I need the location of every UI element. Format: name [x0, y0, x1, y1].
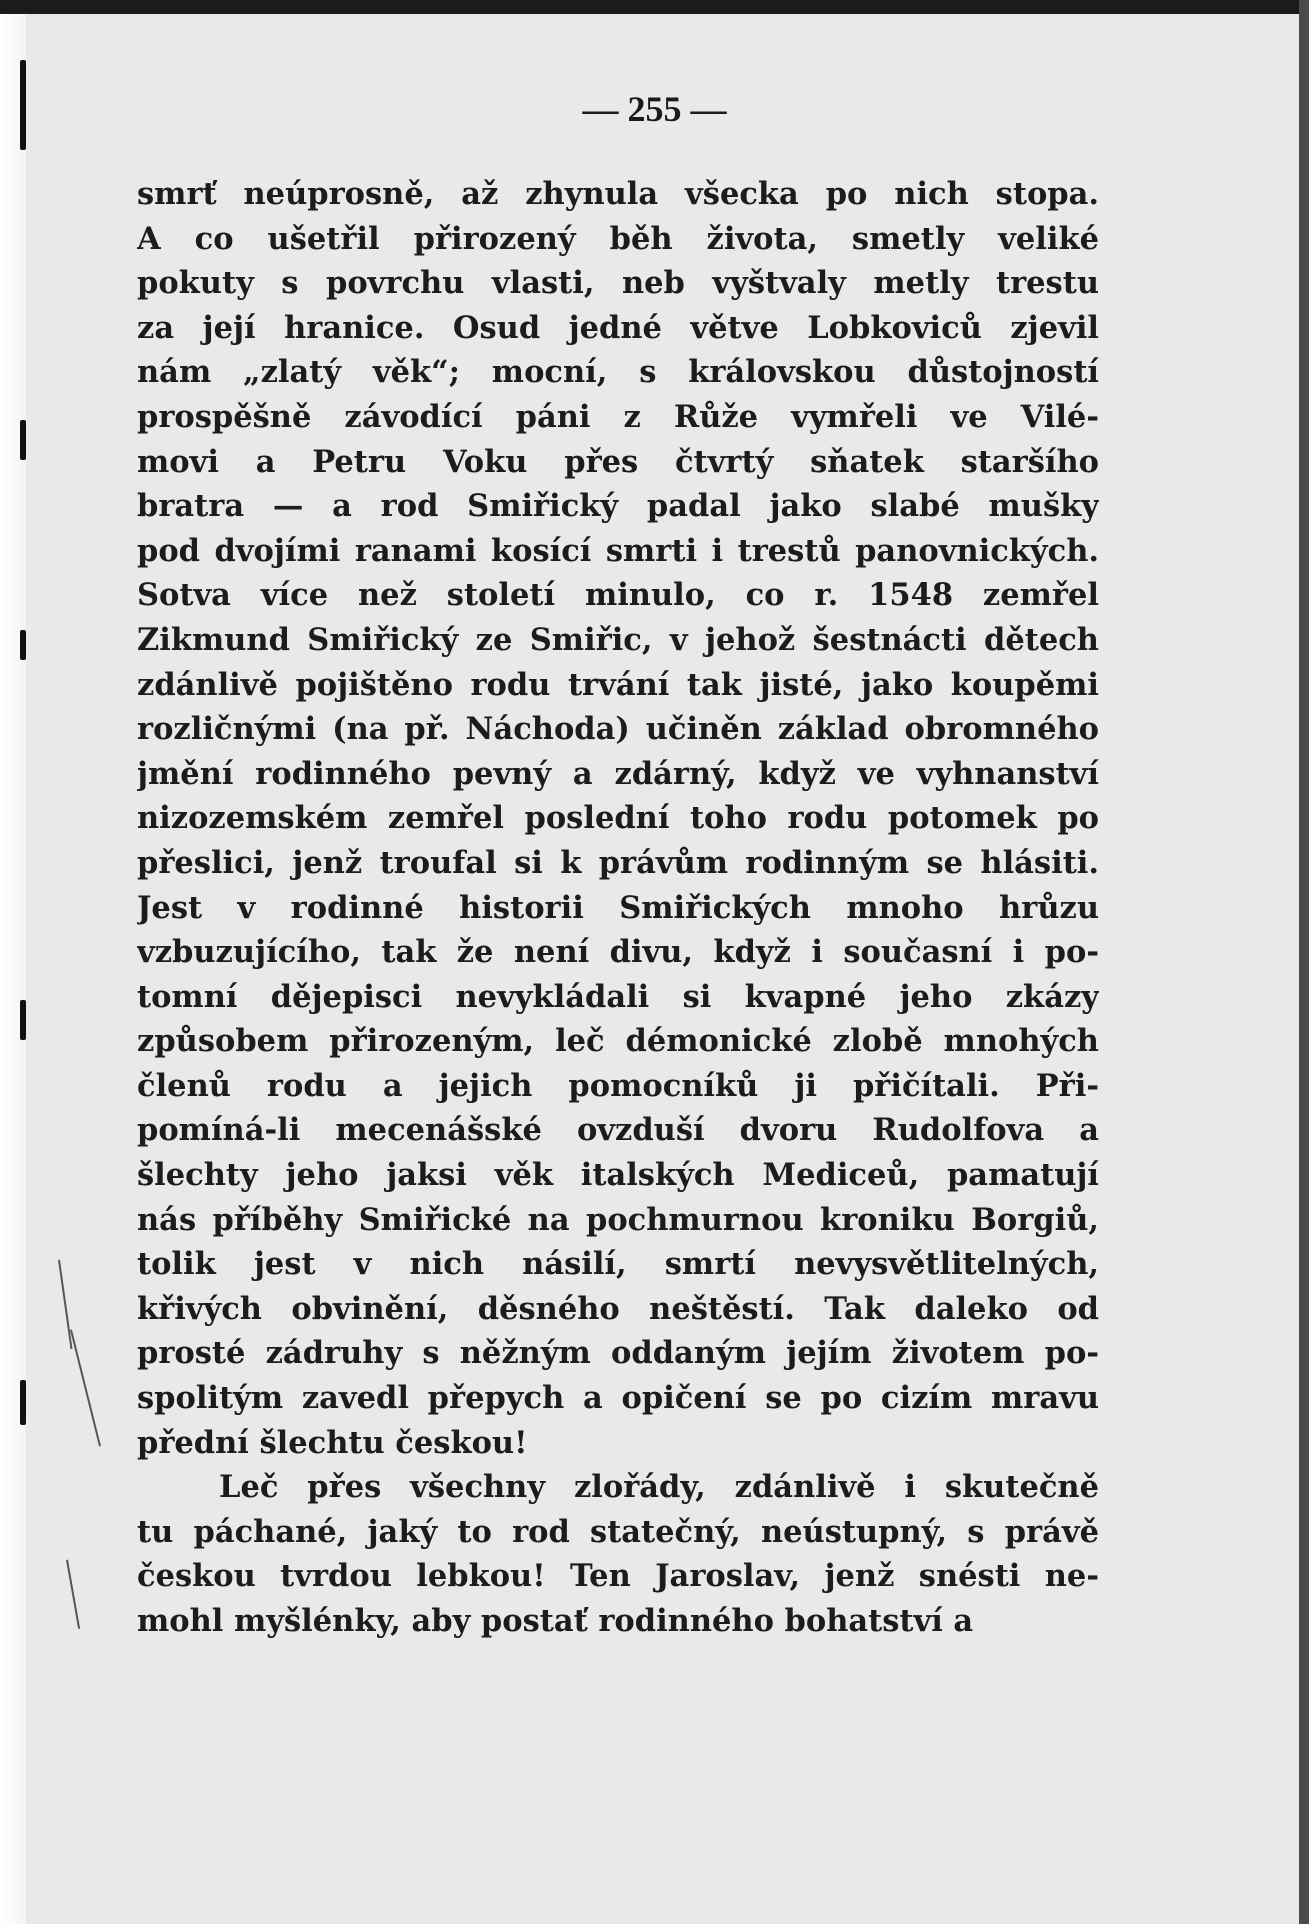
text-line: zdánlivě pojištěno rodu trvání tak jisté, jako koupěmi — [137, 666, 1099, 703]
text-line: rozličnými (na př. Náchoda) učiněn základ obromného — [137, 711, 1099, 748]
text-line: bratra — a rod Smiřický padal jako slabé mušky — [137, 488, 1099, 525]
body-text — [137, 172, 1099, 1644]
text-line: Zikmund Smiřický ze Smiřic, v jehož šestnácti dětech — [137, 621, 1099, 658]
margin-pencil-stroke — [66, 1560, 80, 1629]
text-line: způsobem přirozeným, leč démonické zlobě mnohých — [137, 1023, 1099, 1060]
scan-right-border — [1299, 0, 1309, 1924]
text-line: smrť neúprosně, až zhynula všecka po nich stopa. — [137, 176, 1099, 212]
text-line: nás příběhy Smiřické na pochmurnou kroniku Borgiů, — [137, 1201, 1099, 1238]
binding-mark — [20, 630, 26, 660]
scan-top-border — [0, 0, 1309, 14]
text-line: za její hranice. Osud jedné větve Lobkoviců zjevil — [137, 309, 1099, 346]
paragraph — [137, 1465, 1099, 1643]
text-line: českou tvrdou lebkou! Ten Jaroslav, jenž snésti ne- — [137, 1558, 1099, 1595]
text-line: pod dvojími ranami kosící smrti i trestů panovnických. — [137, 532, 1099, 569]
text-line: tu páchané, jaký to rod statečný, neústupný, s právě — [137, 1513, 1099, 1550]
paragraph — [137, 172, 1099, 1465]
margin-pencil-stroke — [58, 1260, 73, 1349]
text-line: prospěšně závodící páni z Růže vymřeli ve Vilé- — [137, 398, 1099, 435]
text-line: movi a Petru Voku přes čtvrtý sňatek staršího — [137, 443, 1099, 480]
text-line: A co ušetřil přirozený běh života, smetly veliké — [137, 220, 1099, 257]
text-line: členů rodu a jejich pomocníků ji přičítali. Při- — [137, 1067, 1099, 1104]
text-line: jmění rodinného pevný a zdárný, když ve vyhnanství — [137, 755, 1099, 792]
text-line: tomní dějepisci nevykládali si kvapné jeho zkázy — [137, 978, 1099, 1015]
text-line: tolik jest v nich násilí, smrtí nevysvětlitelných, — [137, 1246, 1099, 1283]
binding-mark — [20, 1000, 26, 1040]
text-line: nám „zlatý věk“; mocní, s královskou důstojností — [137, 354, 1099, 391]
text-line: křivých obvinění, děsného neštěstí. Tak daleko od — [137, 1290, 1099, 1327]
text-line: přední šlechtu českou! — [137, 1424, 528, 1461]
text-line: vzbuzujícího, tak že není divu, když i současní i po- — [137, 934, 1099, 971]
margin-pencil-stroke — [70, 1330, 101, 1447]
text-line: Leč přes všechny zlořády, zdánlivě i skutečně — [219, 1469, 1099, 1506]
text-line: šlechty jeho jaksi věk italských Mediceů, pamatují — [137, 1157, 1099, 1194]
text-line: nizozemském zemřel poslední toho rodu potomek po — [137, 800, 1099, 837]
text-line: pokuty s povrchu vlasti, neb vyštvaly metly trestu — [137, 265, 1099, 302]
text-line: mohl myšlénky, aby postať rodinného bohatství a — [137, 1603, 974, 1639]
text-line: přeslici, jenž troufal si k právům rodinným se hlásiti. — [137, 844, 1099, 881]
page-number: — 255 — — [582, 89, 727, 129]
text-line: spolitým zavedl přepych a opičení se po cizím mravu — [137, 1380, 1099, 1417]
binding-mark — [20, 1380, 26, 1425]
text-line: pomíná-li mecenášské ovzduší dvoru Rudolfova a — [137, 1112, 1099, 1149]
binding-mark — [20, 420, 26, 460]
page-binding-edge — [0, 0, 26, 1924]
text-line: Sotva více než století minulo, co r. 1548 zemřel — [137, 577, 1099, 614]
text-line: prosté zádruhy s něžným oddaným jejím životem po- — [137, 1335, 1099, 1372]
text-line: Jest v rodinné historii Smiřických mnoho hrůzu — [137, 889, 1099, 926]
